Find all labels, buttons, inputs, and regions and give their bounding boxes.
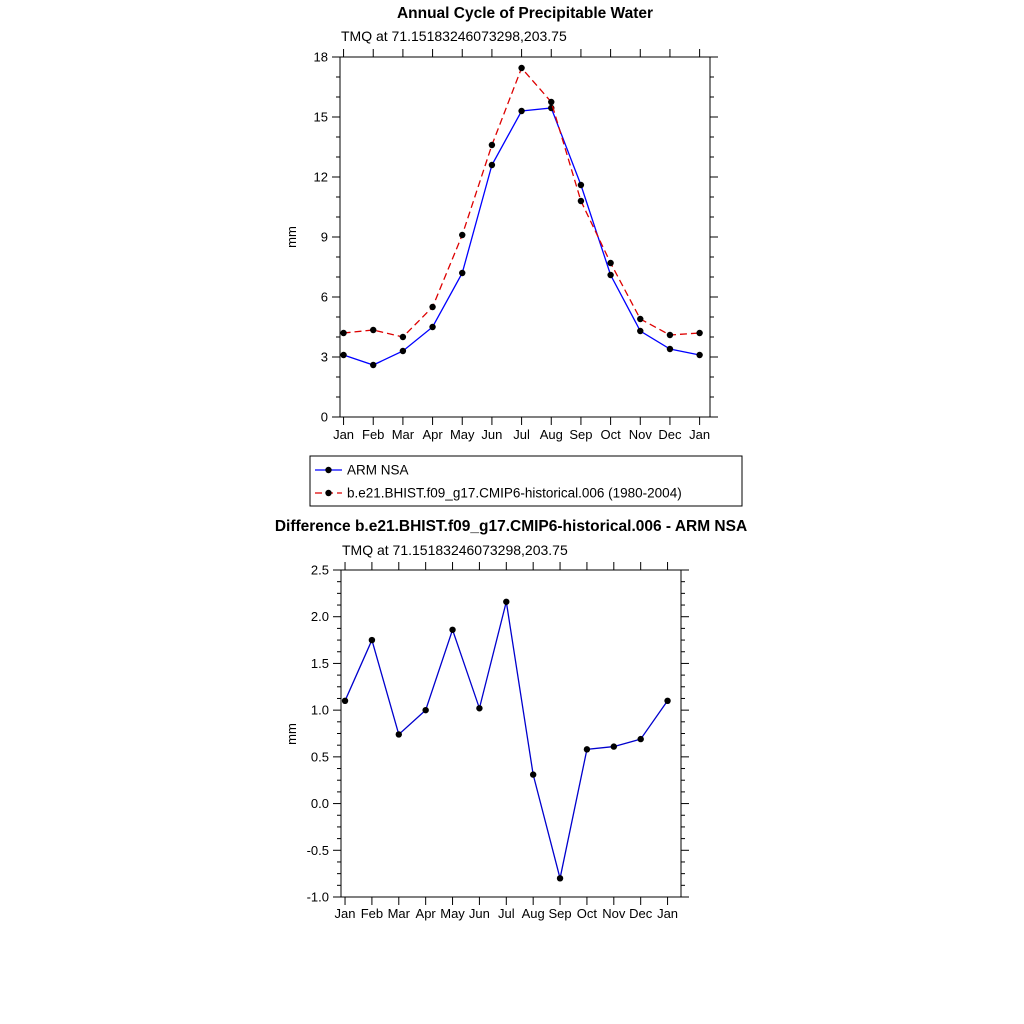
x-tick-label: Jun [468,906,490,921]
data-point [696,352,702,358]
x-tick-label: Oct [576,906,598,921]
y-tick-label: 15 [313,109,328,125]
data-point [422,707,428,713]
x-tick-label: Dec [629,906,653,921]
x-tick-label: Feb [360,906,384,921]
top-chart-subtitle: TMQ at 71.15183246073298,203.75 [341,28,567,44]
bottom-chart-title: Difference b.e21.BHIST.f09_g17.CMIP6-historical.006 - ARM NSA [274,518,748,535]
x-tick-label: Jan [657,906,679,921]
x-tick-label: Jul [513,427,530,442]
plot-frame [341,570,681,897]
x-tick-label: Oct [600,427,621,442]
y-tick-label: 18 [313,49,328,65]
x-tick-label: Sep [548,906,572,921]
legend-entry-model [315,486,682,501]
bottom-chart-ylabel: mm [284,723,299,745]
data-point [370,362,376,368]
data-point [340,352,346,358]
x-tick-label: Mar [391,427,415,442]
data-point [548,99,554,105]
x-tick-label: Feb [362,427,385,442]
x-tick-label: Jan [334,906,356,921]
data-point [489,162,495,168]
data-point [637,316,643,322]
data-point [578,198,584,204]
data-point [369,637,375,643]
data-point [489,142,495,148]
y-tick-label: 2.5 [310,562,329,578]
data-point [584,746,590,752]
data-point [557,875,563,881]
data-point [637,328,643,334]
data-point [449,627,455,633]
series-line-solid [344,108,700,365]
legend-marker-dot [325,467,331,473]
data-point [429,304,435,310]
data-point [637,736,643,742]
bottom-chart-plot [307,562,689,921]
y-tick-label: 1.5 [310,655,329,671]
x-tick-label: Aug [539,427,563,442]
x-tick-label: Jun [481,427,503,442]
x-tick-label: May [440,906,465,921]
data-point [696,330,702,336]
top-chart-ylabel: mm [284,226,299,248]
data-point [578,182,584,188]
legend-marker-dot [325,490,331,496]
y-tick-label: 9 [320,229,328,245]
data-point [400,348,406,354]
data-point [607,272,613,278]
series-line-solid [345,602,668,879]
data-point [459,270,465,276]
x-tick-label: Sep [569,427,593,442]
y-tick-label: 0.0 [310,796,329,812]
y-tick-label: 12 [313,169,328,185]
y-tick-label: 2.0 [310,609,329,625]
y-tick-label: 0 [320,409,328,425]
x-tick-label: Dec [658,427,682,442]
x-tick-label: Mar [387,906,410,921]
data-point [530,771,536,777]
data-point [459,232,465,238]
x-tick-label: Aug [521,906,545,921]
data-point [429,324,435,330]
top-chart-title: Annual Cycle of Precipitable Water [396,5,654,22]
data-point [667,346,673,352]
data-point [664,698,670,704]
data-point [340,330,346,336]
data-point [518,108,524,114]
x-tick-label: Jan [689,427,711,442]
x-tick-label: Nov [602,906,626,921]
x-tick-label: May [449,427,475,442]
data-point [607,260,613,266]
legend-entry-label: b.e21.BHIST.f09_g17.CMIP6-historical.006 (1980-2004) [347,485,682,501]
data-point [400,334,406,340]
x-tick-label: Apr [415,906,436,921]
y-tick-label: 1.0 [310,702,329,718]
top-chart-plot [314,49,718,442]
data-point [396,731,402,737]
legend-entry-label: ARM NSA [347,462,409,478]
x-tick-label: Nov [628,427,652,442]
data-point [611,743,617,749]
y-tick-label: 0.5 [310,749,329,765]
y-tick-label: -1.0 [306,889,329,905]
y-tick-label: -0.5 [306,842,329,858]
data-point [667,332,673,338]
data-point [476,705,482,711]
y-tick-label: 3 [320,349,328,365]
data-point [503,599,509,605]
bottom-chart-subtitle: TMQ at 71.15183246073298,203.75 [342,542,568,558]
x-tick-label: Jan [333,427,355,442]
x-tick-label: Jul [497,906,515,921]
y-tick-label: 6 [320,289,328,305]
data-point [370,327,376,333]
legend [310,456,742,506]
data-point [342,698,348,704]
data-point [518,65,524,71]
x-tick-label: Apr [422,427,443,442]
